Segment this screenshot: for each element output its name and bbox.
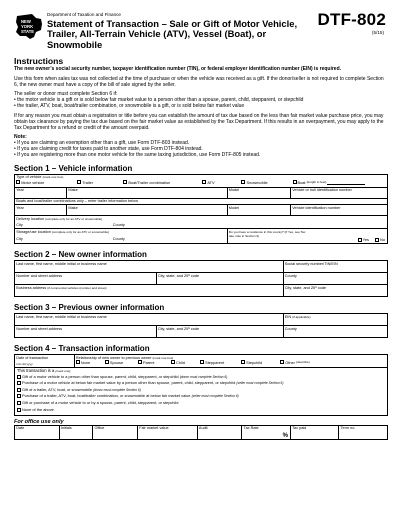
storage-location-field[interactable] [15,229,228,244]
atv-checkbox[interactable] [202,180,206,184]
new-owner-table [14,260,388,297]
relation-stepparent-checkbox[interactable] [200,360,204,364]
office-column-label: Tax paid [292,426,307,431]
new-owner-csz-field[interactable] [156,273,283,285]
logo-word-new: NEW [21,19,31,24]
office-column-label: Audit [198,426,208,431]
section-2-title: Section 2 – New owner information [14,250,147,260]
transaction-date-format: mm dd yyyy [16,361,33,366]
transaction-options [17,374,385,414]
make-label: Make [68,188,78,193]
vehicle-info-table [14,174,388,244]
transaction-option-text: Gift or purchase of a motor vehicle to or by a spouse, parent, child, stepparent, or stepchild [22,399,179,405]
transaction-option-checkbox[interactable] [17,388,21,392]
previous-owner-name-field[interactable] [15,314,284,326]
trailer-year-field[interactable] [15,205,67,216]
note-bullet: • If you are registering more than one motor vehicle for the same taxing jurisdiction, use Form DTF-805 instead. [14,152,261,158]
relation-parent-checkbox[interactable] [138,360,142,364]
instructions-bullet: • the motor vehicle is a gift or is sold below fair market value to a person other than a spouse, parent, child, stepparent, or stepchild [14,97,304,103]
instructions-heading: Instructions [14,56,64,66]
relationship-hint: (mark one box) [152,355,174,360]
relation-other-hint: (describe) [296,360,310,365]
transaction-option-checkbox[interactable] [17,394,21,398]
trailer-vin-field[interactable] [291,205,388,216]
vehicle-type-label: Type of vehicle [16,175,42,180]
transaction-option-note: (seller must complete Section 6) [236,381,284,386]
office-auditfield[interactable] [197,425,242,439]
form-title: Statement of Transaction – Sale or Gift of Motor Vehicle, Trailer, All-Terrain Vehicle (ATV), Vessel (Boat), or Snowmobile [47,18,298,50]
transaction-option-text: None of the above [22,406,54,412]
new-owner-name-label: Last name, first name, middle initial or business name [16,261,107,266]
model-field[interactable] [227,188,290,199]
year-label: Year [16,188,24,193]
relation-child-checkbox[interactable] [171,360,175,364]
delivery-county-label: County [112,222,125,227]
form-revision: (5/15) [371,30,384,35]
section-4-title: Section 4 – Transaction information [14,344,150,354]
new-owner-ssn-field[interactable] [283,261,387,273]
new-owner-county-label: County [284,273,297,278]
note-bullet: • If you are claiming credit for taxes paid to another state, use Form DTF-804 instead. [14,146,203,152]
transaction-option-note: (donor must complete Section 6) [179,374,228,379]
residence-question: Do you have a residence in this county? (If Yes, see Tax rate note in Section 3) [228,229,306,238]
new-owner-street-label: Number and street address [16,273,63,278]
relation-spouse-label: Spouse [109,359,124,365]
previous-owner-csz-label: City, state, and ZIP code [157,326,200,331]
previous-owner-county-label: County [284,326,297,331]
relation-stepparent-label: Stepparent [205,359,225,365]
note-bullet: • If you are claiming an exemption other than a gift, use Form DTF-803 instead. [14,140,190,146]
make-field[interactable] [67,188,227,199]
office-column-label: Date [16,426,25,431]
boat-trailer-option: Boat/Trailer combination [128,179,171,185]
relation-other-checkbox[interactable] [280,360,284,364]
office-term-no-field[interactable] [339,425,388,439]
logo-word-state: STATE [21,29,35,34]
trailer-model-label: Model [228,205,240,210]
trailer-make-label: Make [68,205,78,210]
previous-owner-ein-field[interactable] [283,314,387,326]
business-address-label: Business address [16,285,47,290]
office-tax-ratefield[interactable] [242,425,290,439]
transaction-option-text: Purchase of a trailer, ATV, boat, boat/trailer combination, or snowmobile at below fair market value [22,393,191,399]
logo-word-york: YORK [21,24,34,29]
boat-option: Boat [297,179,306,185]
new-owner-name-field[interactable] [15,261,284,273]
relation-other-label: Other [285,359,295,365]
transaction-option[interactable] [17,387,385,394]
business-csz-field[interactable] [283,285,387,297]
previous-owner-street-label: Number and street address [16,326,63,331]
boat-length-hint: (length in feet) [306,180,327,185]
snowmobile-checkbox[interactable] [241,180,245,184]
trailer-option: Trailer [82,179,94,185]
office-column-label: Term no. [340,426,356,431]
relation-parent-label: Parent [142,359,155,365]
boat-checkbox[interactable] [293,180,297,184]
office-column-label: Office [94,426,105,431]
delivery-location-label: Delivery location [16,216,45,221]
atv-option: ATV [207,179,215,185]
previous-owner-street-field[interactable] [15,326,157,338]
relation-none-checkbox[interactable] [76,360,80,364]
transaction-option-checkbox[interactable] [17,381,21,385]
transaction-option-note: (seller must complete Section 6) [191,394,239,399]
relation-none-label: None [80,359,91,365]
residence-yes-label: Yes [362,237,369,243]
transaction-option-checkbox[interactable] [17,375,21,379]
office-datefield[interactable] [15,425,60,439]
motor-vehicle-checkbox[interactable] [16,180,20,184]
trailer-year-label: Year [16,205,24,210]
trailer-model-field[interactable] [227,205,290,216]
new-owner-street-field[interactable] [15,273,157,285]
transaction-option[interactable] [17,393,385,400]
delivery-location-hint: (complete only for an ATV or snowmobile) [45,216,103,221]
office-initialsfield[interactable] [59,425,93,439]
motor-vehicle-option: Motor vehicle [21,179,45,185]
delivery-location-field[interactable] [15,216,388,229]
transaction-type-label: This transaction is a [17,368,55,374]
instructions-bullet: • the trailer, ATV, boat, boat/trailer combination, or snowmobile is a gift, or is sold below fair market value [14,103,245,109]
previous-owner-csz-field[interactable] [156,326,283,338]
business-address-field[interactable] [15,285,284,297]
office-fair-market-valuefield[interactable] [138,425,198,439]
storage-county-label: County [112,236,125,241]
previous-owner-county-field[interactable] [283,326,387,338]
relation-spouse-checkbox[interactable] [105,360,109,364]
instructions-paragraph-3: If for any reason you must obtain a registration or title before you can establish the amount of tax due based on the less than fair market value purchase price, you may obtain tax clearance by paying the tax due based on the fair market value as established by the Tax Department. If this results in an overpayment, you may apply to the Tax Department for a refund or credit of the amount overpaid. [14,112,384,131]
previous-owner-name-label: Last name, first name, middle initial or business name [16,314,107,319]
business-address-hint: (if commercial vehicles (number and street) [47,285,107,290]
office-column-label: Fair market value [139,426,169,431]
office-officefield[interactable] [93,425,138,439]
transaction-table [14,354,388,415]
year-field[interactable] [15,188,67,199]
storage-city-label: City [16,236,23,241]
tax-rate-percent: % [282,432,288,439]
transaction-date-label: Date of transaction [16,355,49,360]
office-column-label: Tax Rate [243,426,259,431]
relation-stepchild-label: Stepchild [246,359,263,365]
vin-field[interactable] [291,188,388,199]
residence-no-label: No [380,237,385,243]
instructions-paragraph-1: Use this form when sales tax was not collected at the time of purchase or when the vehicle was received as a gift. If the donor/seller is not required to complete Section 6, the new owner must have a copy of the bill of sale signed by the seller. [14,75,384,88]
section-1-title: Section 1 – Vehicle information [14,164,133,173]
model-label: Model [228,188,240,193]
transaction-option-note: (donor must complete Section 6) [93,387,141,392]
transaction-option[interactable] [17,400,385,407]
relationship-label: Relationship of new owner to previous owner [75,355,152,360]
new-owner-csz-label: City, state, and ZIP code [157,273,200,278]
office-column-label: Initials [60,426,72,431]
transaction-option-text: Gift of a trailer, ATV, boat, or snowmobile [22,386,93,392]
form-header [14,10,388,54]
transaction-option-text: Purchase of a motor vehicle at below fair market value by a person other than spouse, parent, child, stepparent, or stepchild [22,380,236,386]
transaction-option[interactable] [17,380,385,387]
new-owner-county-field[interactable] [283,273,387,285]
new-york-state-logo-icon [14,12,44,42]
transaction-option-text: Gift of a motor vehicle to a person other than spouse, parent, child, stepparent, or stepchild [22,373,179,379]
note-label: Note: [14,134,27,140]
instructions-paragraph-2: The seller or donor must complete Section 6 if: [14,91,118,97]
transaction-option[interactable] [17,374,385,381]
office-use-title: For office use only [14,418,64,425]
storage-location-label: Storage/use location [16,229,51,234]
previous-owner-ein-hint: (if applicable) [292,314,311,319]
transaction-option[interactable] [17,407,385,414]
transaction-option-checkbox[interactable] [17,408,21,412]
snowmobile-option: Snowmobile [246,179,268,185]
delivery-city-label: City [16,222,23,227]
department-name: Department of Taxation and Finance [47,12,121,17]
boat-length-field[interactable] [327,184,365,185]
office-tax-paidfield[interactable] [290,425,338,439]
vin-label: Vehicle or hull identification number [292,188,352,193]
privacy-notice: The new owner’s social security number, taxpayer identification number (TIN), or federal employer identification number (EIN) is required. [14,66,342,72]
transaction-date-field[interactable] [15,355,75,368]
form-number: DTF-802 [317,10,386,29]
storage-location-hint: (complete only for an ATV or snowmobile) [51,229,110,234]
previous-owner-ein-label: EIN [284,314,292,319]
business-csz-label: City, state, and ZIP code [284,285,326,290]
boat-trailer-checkbox[interactable] [123,180,127,184]
vehicle-type-hint: (mark one box) [42,175,64,180]
section-3-title: Section 3 – Previous owner information [14,303,165,313]
new-owner-ssn-label: Social security number/TIN/EIN [284,261,338,266]
relation-child-label: Child [176,359,185,365]
previous-owner-table [14,313,388,338]
residence-no-checkbox[interactable] [375,238,379,242]
transaction-type-hint: (mark one) [55,369,71,374]
relation-stepchild-checkbox[interactable] [241,360,245,364]
residence-yes-checkbox[interactable] [358,238,362,242]
transaction-option-checkbox[interactable] [17,401,21,405]
trailer-vin-label: Vehicle identification number [292,205,341,210]
boat-trailer-note: Boats and boat/trailer combinations only – enter trailer information below [16,199,138,204]
office-use-table [14,425,388,440]
trailer-make-field[interactable] [67,205,227,216]
trailer-checkbox[interactable] [77,180,81,184]
